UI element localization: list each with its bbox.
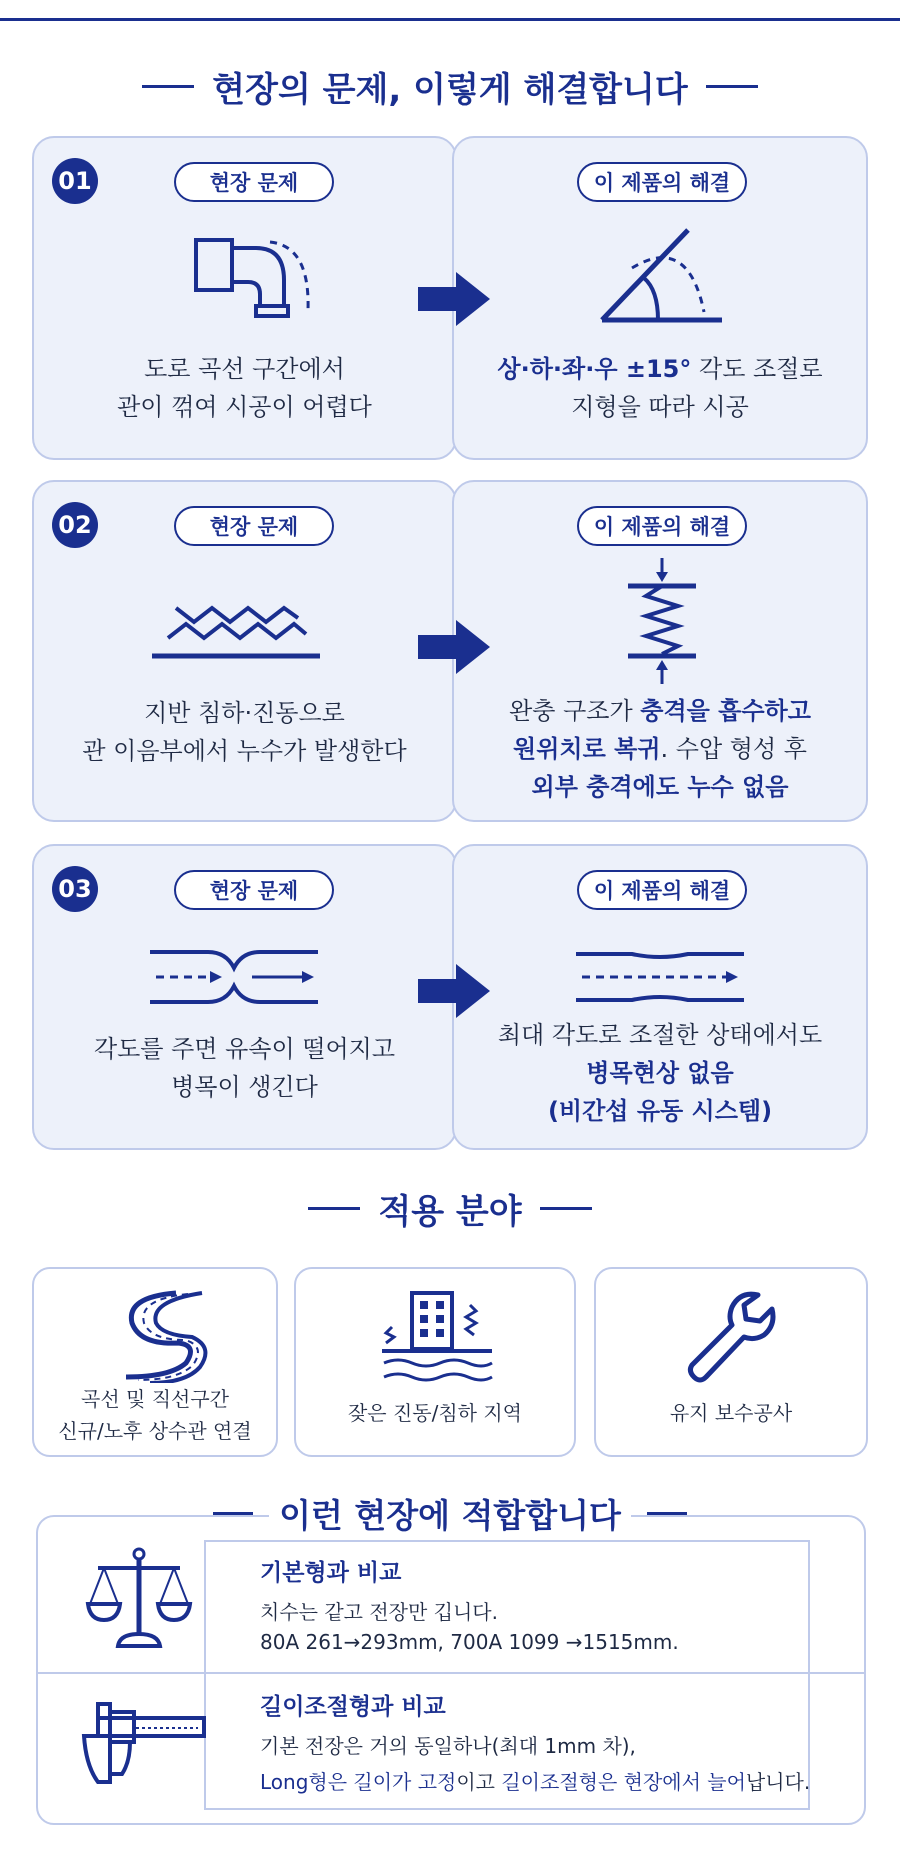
problem-label: 현장 문제 bbox=[174, 162, 334, 202]
problem-text-line: 관 이음부에서 누수가 발생한다 bbox=[82, 737, 407, 765]
problem-label: 현장 문제 bbox=[174, 506, 334, 546]
solution-text-line: 외부 충격에도 누수 없음 bbox=[531, 773, 789, 801]
step-number: 01 bbox=[52, 158, 98, 204]
problems-section-title bbox=[0, 62, 900, 111]
building-vibration-icon bbox=[378, 1287, 496, 1387]
application-label-line: 유지 보수공사 bbox=[669, 1401, 793, 1425]
shock-spring-icon bbox=[620, 556, 704, 686]
application-label-line: 신규/노후 상수관 연결 bbox=[58, 1419, 252, 1443]
solution-text-line: 상·하·좌·우 ±15° 각도 조절로 bbox=[497, 355, 823, 383]
step-number: 02 bbox=[52, 502, 98, 548]
problem-text-line: 병목이 생긴다 bbox=[171, 1073, 318, 1101]
problem-text-line: 도로 곡선 구간에서 bbox=[144, 355, 345, 383]
solution-text-line: 최대 각도로 조절한 상태에서도 bbox=[497, 1021, 823, 1049]
problem-panel-3 bbox=[32, 844, 457, 1150]
step-number: 03 bbox=[52, 866, 98, 912]
comparison-heading: 기본형과 비교 bbox=[260, 1560, 402, 1586]
comparison-line: 80A 261→293mm, 700A 1099 →1515mm. bbox=[260, 1630, 679, 1654]
bottleneck-flow-icon bbox=[146, 942, 322, 1012]
comparison-line: 기본 전장은 거의 동일하나(최대 1mm 차), bbox=[260, 1734, 636, 1758]
problems-title-text: 현장의 문제, 이렇게 해결합니다 bbox=[212, 70, 688, 110]
problem-text-line: 지반 침하·진동으로 bbox=[144, 699, 345, 727]
problem-text-line: 관이 꺾여 시공이 어렵다 bbox=[117, 393, 372, 421]
suitability-title-text: 이런 현장에 적합합니다 bbox=[269, 1490, 631, 1537]
solution-label: 이 제품의 해결 bbox=[577, 870, 747, 910]
problem-panel-2 bbox=[32, 480, 457, 822]
application-label-line: 곡선 및 직선구간 bbox=[81, 1387, 229, 1411]
suitability-section-title bbox=[0, 1490, 900, 1537]
problem-label: 현장 문제 bbox=[174, 870, 334, 910]
application-card-maintenance bbox=[594, 1267, 868, 1457]
solution-text-line: 완충 구조가 충격을 흡수하고 bbox=[509, 697, 811, 725]
problem-row-2 bbox=[32, 480, 868, 822]
solution-text-line: 병목현상 없음 bbox=[586, 1059, 734, 1087]
top-rule bbox=[0, 18, 900, 21]
comparison-line: 치수는 같고 전장만 깁니다. bbox=[260, 1600, 498, 1624]
arrow-right-icon bbox=[418, 964, 490, 1018]
wrench-icon bbox=[680, 1287, 780, 1387]
application-card-curved-road bbox=[32, 1267, 278, 1457]
solution-label: 이 제품의 해결 bbox=[577, 506, 747, 546]
problem-text-line: 각도를 주면 유속이 떨어지고 bbox=[93, 1035, 396, 1063]
ground-settlement-icon bbox=[146, 594, 326, 666]
comparison-line: Long형은 길이가 고정이고 길이조절형은 현장에서 늘어납니다. bbox=[260, 1770, 811, 1794]
angle-adjust-icon bbox=[592, 220, 732, 330]
comparison-heading: 길이조절형과 비교 bbox=[260, 1694, 446, 1720]
solution-panel-3 bbox=[452, 844, 868, 1150]
comparison-divider bbox=[38, 1672, 864, 1674]
caliper-icon bbox=[80, 1696, 210, 1786]
solution-panel-2 bbox=[452, 480, 868, 822]
solution-text-line: 지형을 따라 시공 bbox=[571, 393, 749, 421]
problem-row-3 bbox=[32, 844, 868, 1150]
application-label-line: 잦은 진동/침하 지역 bbox=[347, 1401, 522, 1425]
arrow-right-icon bbox=[418, 620, 490, 674]
balance-scale-icon bbox=[84, 1546, 194, 1650]
solution-label: 이 제품의 해결 bbox=[577, 162, 747, 202]
solution-text-line: (비간섭 유동 시스템) bbox=[547, 1097, 773, 1125]
solution-text-line: 원위치로 복귀. 수압 형성 후 bbox=[513, 735, 807, 763]
solution-panel-1 bbox=[452, 136, 868, 460]
arrow-right-icon bbox=[418, 272, 490, 326]
applications-title-text: 적용 분야 bbox=[378, 1192, 522, 1232]
bent-pipe-icon bbox=[186, 230, 316, 330]
problem-row-1 bbox=[32, 136, 868, 460]
smooth-flow-icon bbox=[572, 942, 748, 1012]
curved-road-icon bbox=[106, 1287, 210, 1383]
application-card-vibration-area bbox=[294, 1267, 576, 1457]
problem-panel-1 bbox=[32, 136, 457, 460]
applications-section-title bbox=[0, 1184, 900, 1233]
